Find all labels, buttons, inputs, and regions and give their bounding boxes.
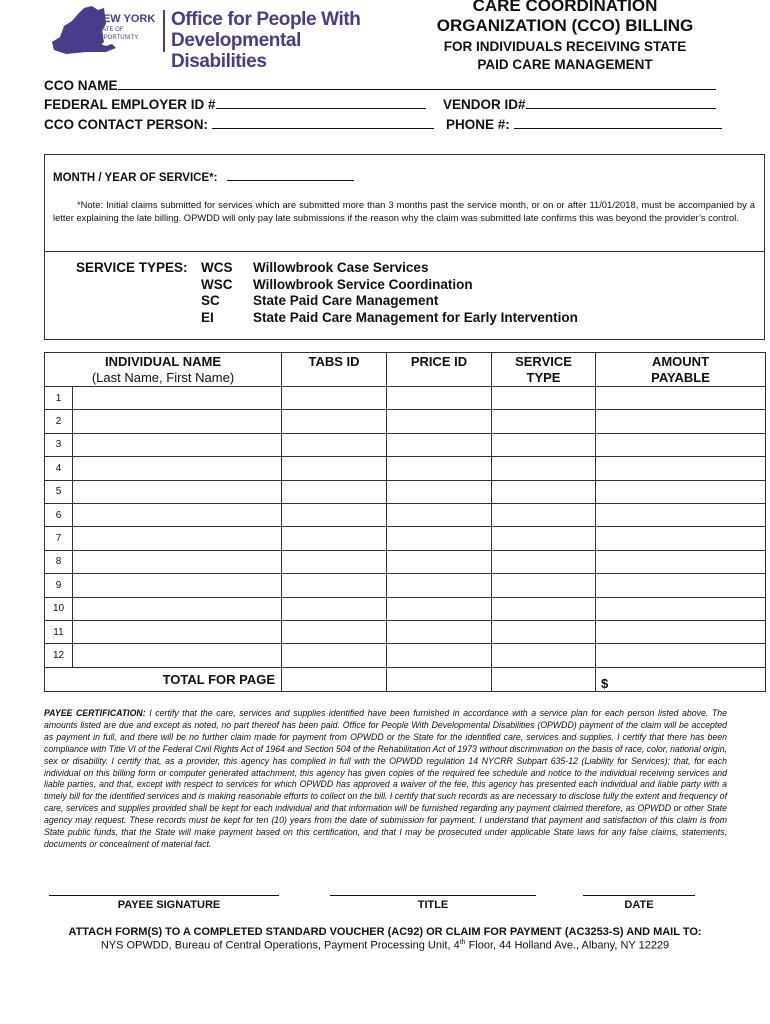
vendor-id-label: VENDOR ID# (443, 97, 526, 112)
name-cell[interactable] (73, 597, 282, 620)
name-cell[interactable] (73, 387, 282, 410)
service-type-item: WSC Willowbrook Service Coordination (201, 276, 473, 292)
table-row (45, 620, 766, 643)
certification-text: I certify that the care, services and supplies identified have been furnished in accordance with a service plan for each person listed above. The amounts listed are due and except as noted, no part thereof has been paid. Office for People With Developmental Disabilities (OPWDD) payment of the claim will be accepted as payment in full, and there will be no further claim made for payment from OPWDD or the State for the identified care, services and supplies. I certify that there has been compliance with Title VI of the Federal Civil Rights Act of 1964 and Section 504 of the Rehabilitation Act of 1973 without discrimination on the basis of race, color, national origin, sex or disability. I certify that, as a provider, this agency has complied in full with the OPWDD regulation 14 NYCRR Subpart 635-12 (Liability for Services); that, for each individual on this billing form or computer generated attachment, this agency has given copies of the required fee schedule and notice to the individual receiving services and liable parties, and that, except with respect to services for which OPWDD has approved a waiver of the fee, this agency has presented each individual and liable party with a timely bill for the identified services and is making reasonable efforts to collect on the bill. I certify that such records as are necessary to disclose fully the extent and frequency of care, services and supplies provided shall be kept for each individual and that information will be furnished regarding any payment claimed therefore, as OPWDD or other State agency may request. These records must be kept for ten (10) years from the date of submission for payment. I understand that payment and satisfaction of this claim is from State public funds, that the State will make payment based on this certification, and that I may be prosecuted under applicable State laws for any false claims, statements, documents or concealment of material fact. (44, 708, 727, 849)
payee-signature-label: PAYEE SIGNATURE (117, 899, 221, 911)
phone-field[interactable] (446, 115, 722, 134)
name-cell[interactable] (73, 457, 282, 480)
row-number: 6 (45, 503, 73, 526)
name-cell[interactable] (73, 410, 282, 433)
service-type-cell[interactable] (492, 550, 596, 573)
name-cell[interactable] (73, 550, 282, 573)
date-line[interactable] (583, 895, 695, 896)
row-number: 3 (45, 433, 73, 456)
table-row (45, 597, 766, 620)
amount-cell[interactable] (596, 550, 766, 573)
cco-name-field[interactable] (44, 76, 716, 95)
logo-divider (163, 10, 165, 52)
payee-certification (44, 708, 727, 851)
amount-cell[interactable] (596, 433, 766, 456)
currency-symbol: $ (601, 675, 609, 691)
late-billing-note: *Note: Initial claims submitted for services which are submitted more than 3 months past the service month, or on or after 11/01/2018, must be accompanied by a letter explaining the late billing. OPWDD will only pay late submissions if the reason why the claim was submitted late confirms this was beyond the provider’s control. (53, 199, 755, 223)
table-row (45, 387, 766, 410)
row-number: 2 (45, 410, 73, 433)
amount-cell[interactable] (596, 644, 766, 667)
contact-person-field[interactable] (44, 115, 434, 134)
date-label: DATE (624, 899, 654, 911)
mailing-address: NYS OPWDD, Bureau of Central Operations, Payment Processing Unit, 4th Floor, 44 Holland Ave., Albany, NY 12229 (100, 939, 670, 952)
table-row (45, 550, 766, 573)
name-cell[interactable] (73, 574, 282, 597)
service-type-cell[interactable] (492, 597, 596, 620)
price-id-cell[interactable] (387, 527, 492, 550)
cco-name-label: CCO NAME (44, 78, 118, 93)
col-tabs-id: TABS ID (282, 353, 387, 387)
price-id-cell[interactable] (387, 644, 492, 667)
amount-cell[interactable] (596, 457, 766, 480)
title-line-2: ORGANIZATION (CCO) BILLING (436, 16, 694, 35)
title-label: TITLE (417, 899, 449, 911)
new-york-state-icon (50, 4, 170, 56)
service-type-cell[interactable] (492, 620, 596, 643)
price-id-cell[interactable] (387, 457, 492, 480)
table-row (45, 480, 766, 503)
svg-text:STATE OF: STATE OF (95, 27, 124, 33)
name-cell[interactable] (73, 480, 282, 503)
table-row (45, 574, 766, 597)
table-row (45, 457, 766, 480)
price-id-cell[interactable] (387, 550, 492, 573)
service-type-cell[interactable] (492, 480, 596, 503)
service-type-cell[interactable] (492, 574, 596, 597)
service-info-box (44, 154, 765, 340)
table-row (45, 410, 766, 433)
federal-id-label: FEDERAL EMPLOYER ID # (44, 97, 216, 112)
col-service-type: SERVICE TYPE (492, 353, 596, 387)
col-amount-payable: AMOUNT PAYABLE (596, 353, 766, 387)
price-id-cell[interactable] (387, 574, 492, 597)
table-row (45, 433, 766, 456)
service-type-cell[interactable] (492, 503, 596, 526)
price-id-cell[interactable] (387, 480, 492, 503)
service-type-item: EI State Paid Care Management for Early Intervention (201, 309, 578, 325)
tabs-id-cell[interactable] (282, 620, 387, 643)
tabs-id-cell[interactable] (282, 644, 387, 667)
amount-cell[interactable] (596, 597, 766, 620)
amount-cell[interactable] (596, 527, 766, 550)
amount-cell[interactable] (596, 503, 766, 526)
row-number: 7 (45, 527, 73, 550)
service-types-label: SERVICE TYPES: (76, 260, 188, 275)
price-id-cell[interactable] (387, 410, 492, 433)
amount-cell[interactable] (596, 410, 766, 433)
service-type-cell[interactable] (492, 433, 596, 456)
col-price-id: PRICE ID (387, 353, 492, 387)
name-cell[interactable] (73, 433, 282, 456)
tabs-id-cell[interactable] (282, 503, 387, 526)
price-id-cell[interactable] (387, 433, 492, 456)
row-number: 11 (45, 620, 73, 643)
row-number: 10 (45, 597, 73, 620)
attach-instructions: ATTACH FORM(S) TO A COMPLETED STANDARD VOUCHER (AC92) OR CLAIM FOR PAYMENT (AC3253-S) AND MAIL TO: (68, 926, 702, 938)
name-cell[interactable] (73, 620, 282, 643)
price-id-cell[interactable] (387, 503, 492, 526)
tabs-id-cell[interactable] (282, 410, 387, 433)
table-row (45, 527, 766, 550)
total-cell[interactable] (492, 667, 596, 691)
service-type-cell[interactable] (492, 527, 596, 550)
subtitle-line-1: FOR INDIVIDUALS RECEIVING STATE (443, 39, 687, 54)
total-cell[interactable] (387, 667, 492, 691)
subtitle-line-2: PAID CARE MANAGEMENT (477, 57, 653, 72)
individuals-table (44, 352, 766, 692)
name-cell[interactable] (73, 644, 282, 667)
opwdd-logo (50, 4, 390, 72)
payee-signature-line[interactable] (49, 895, 279, 896)
price-id-cell[interactable] (387, 620, 492, 643)
agency-name: Office for People With Developmental Disabilities (171, 9, 361, 72)
service-type-cell[interactable] (492, 387, 596, 410)
federal-id-field[interactable] (44, 95, 426, 114)
name-cell[interactable] (73, 503, 282, 526)
price-id-cell[interactable] (387, 597, 492, 620)
month-year-field[interactable] (53, 168, 354, 184)
title-line-1: CARE COORDINATION (472, 0, 658, 15)
service-type-cell[interactable] (492, 644, 596, 667)
table-row (45, 503, 766, 526)
col-individual-name: INDIVIDUAL NAME (Last Name, First Name) (45, 353, 282, 387)
total-for-page-label: TOTAL FOR PAGE (45, 667, 282, 691)
service-type-item: SC State Paid Care Management (201, 293, 439, 308)
month-year-label: MONTH / YEAR OF SERVICE*: (53, 172, 218, 184)
row-number: 12 (45, 644, 73, 667)
row-number: 5 (45, 480, 73, 503)
contact-person-label: CCO CONTACT PERSON: (44, 117, 208, 132)
total-amount-cell[interactable] (596, 667, 766, 691)
tabs-id-cell[interactable] (282, 387, 387, 410)
amount-cell[interactable] (596, 620, 766, 643)
price-id-cell[interactable] (387, 387, 492, 410)
amount-cell[interactable] (596, 574, 766, 597)
phone-label: PHONE #: (446, 117, 510, 132)
certification-heading: PAYEE CERTIFICATION: (44, 708, 146, 718)
box-divider (45, 251, 764, 252)
total-cell[interactable] (282, 667, 387, 691)
tabs-id-cell[interactable] (282, 457, 387, 480)
amount-cell[interactable] (596, 387, 766, 410)
tabs-id-cell[interactable] (282, 433, 387, 456)
service-type-cell[interactable] (492, 457, 596, 480)
table-row (45, 644, 766, 667)
service-type-item: WCS Willowbrook Case Services (201, 260, 429, 275)
name-cell[interactable] (73, 527, 282, 550)
mailing-instructions (0, 926, 770, 952)
row-number: 1 (45, 387, 73, 410)
row-number: 4 (45, 457, 73, 480)
vendor-id-field[interactable] (443, 95, 716, 114)
row-number: 8 (45, 550, 73, 573)
svg-text:NEW YORK: NEW YORK (95, 13, 156, 25)
amount-cell[interactable] (596, 480, 766, 503)
service-type-cell[interactable] (492, 410, 596, 433)
svg-text:OPPORTUNITY.: OPPORTUNITY. (95, 35, 140, 41)
form-title (420, 0, 710, 74)
row-number: 9 (45, 574, 73, 597)
service-types-list (201, 260, 578, 326)
tabs-id-cell[interactable] (282, 597, 387, 620)
title-line[interactable] (330, 895, 536, 896)
tabs-id-cell[interactable] (282, 480, 387, 503)
tabs-id-cell[interactable] (282, 527, 387, 550)
tabs-id-cell[interactable] (282, 574, 387, 597)
tabs-id-cell[interactable] (282, 550, 387, 573)
